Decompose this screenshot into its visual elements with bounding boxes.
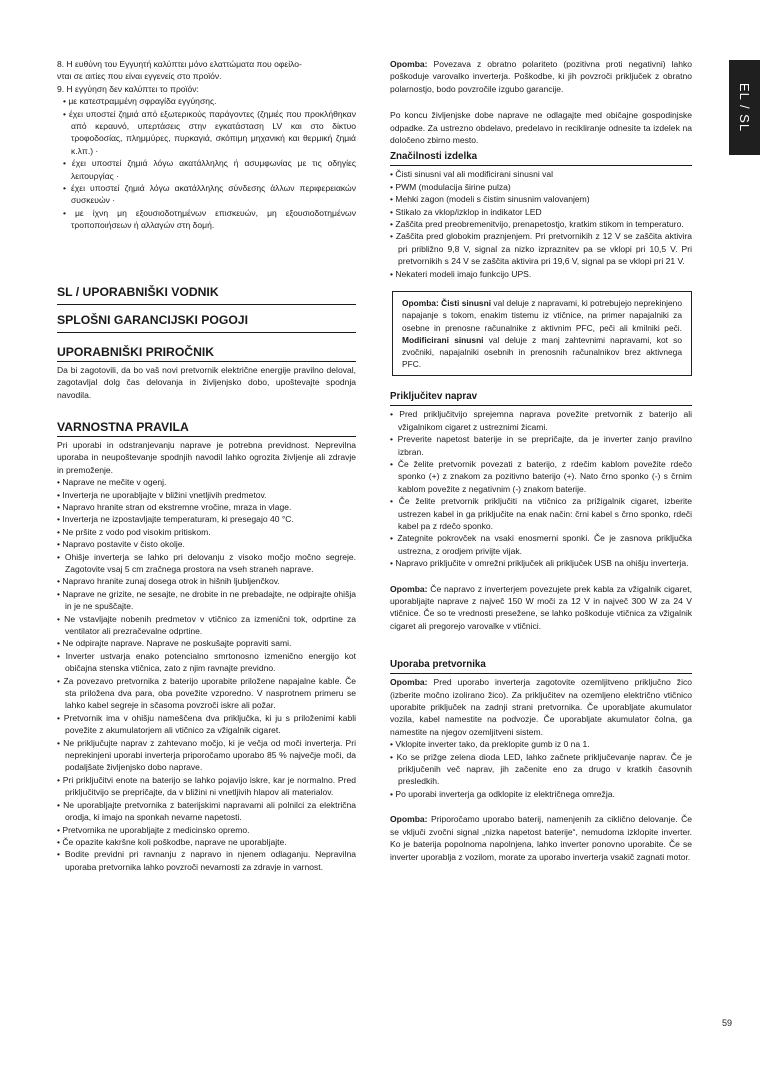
- list-item: • Po uporabi inverterja ga odklopite iz električnega omrežja.: [390, 788, 615, 799]
- right-column: [390, 58, 692, 863]
- list-item: • Ne uporabljajte pretvornika z baterijskimi napravami ali polnilci za električna orodja, ki imajo na sponkah nevarne napetosti.: [57, 799, 356, 823]
- note-label: Modificirani sinusni: [402, 334, 484, 345]
- warranty-heading: SPLOŠNI GARANCIJSKI POGOJI: [57, 312, 248, 327]
- list-item: • έχει υποστεί ζημιά από εξωτερικούς παράγοντες (ζημιές που προκλήθηκαν από κεραυνό, υπερτάσεις στην εγκατάσταση LV και στο δίκτυο τροφοδοσίας, πλημμύρες, πυρκαγιά, σκόπιμη μηχανική και θερμική ζημιά κ.λπ.) ·: [63, 108, 356, 156]
- list-item: • Pretvornik ima v ohišju nameščena dva priključka, ki ju s priloženimi kabli povežite z akumulatorjem ali vtičnico za vžigalnik cigaret.: [57, 712, 356, 736]
- left-column: [57, 58, 356, 873]
- sl-guide-heading-block: [57, 285, 356, 305]
- list-item: • Napravo hranite zunaj dosega otrok in hišnih ljubljenčkov.: [57, 576, 280, 587]
- note-label: Opomba:: [390, 59, 428, 69]
- features-heading-block: [390, 150, 692, 166]
- list-item: • PWM (modulacija širine pulza): [390, 181, 511, 192]
- note-label: Opomba:: [390, 583, 428, 594]
- sine-wave-note-box: [392, 291, 692, 376]
- features-list: [390, 168, 692, 280]
- list-item: • Ne pršite z vodo pod visokim pritiskom.: [57, 526, 211, 537]
- list-item: • Bodite previdni pri ravnanju z napravo in njenem odlaganju. Nepravilna uporaba pretvornika lahko povzroči nevarnosti za zdravje in varnost.: [57, 849, 356, 872]
- list-item: • έχει υποστεί ζημιά λόγω ακατάλληλης ή ασυμφωνίας με τις οδηγίες λειτουργίας ·: [63, 158, 356, 181]
- list-item: • Pri priključitvi enote na baterijo se lahko pojavijo iskre, kar je normalno. Pred priključitvijo se prepričajte, da v bližini ni vnetljivih hlapov ali materialov.: [57, 774, 356, 798]
- note-text: Priporočamo uporabo baterij, namenjenih za ciklično delovanje. Če se vključi zvočni signal „nizka napetost baterije“, nemudoma izklopite inverter. Ko je baterija popolnoma napolnjena, lahko inverter ponovno uporabite. Če se inverter uporablja z vozilom, morate za uporabo inverterja vsakič zagnati motor.: [390, 814, 692, 862]
- page-number: 59: [721, 1018, 732, 1028]
- list-item: • έχει υποστεί ζημιά λόγω ακατάλληλης σύνδεσης άλλων περιφερειακών συσκευών ·: [63, 183, 356, 206]
- usage-heading: Uporaba pretvornika: [390, 659, 486, 671]
- usage-list: [390, 738, 692, 800]
- usage-note: [390, 676, 692, 738]
- safety-heading: VARNOSTNA PRAVILA: [57, 419, 189, 434]
- list-item: • Stikalo za vklop/izklop in indikator LED: [390, 206, 542, 217]
- list-item: • Ko se prižge zelena dioda LED, lahko začnete priključevanje naprav. Če je priključenih več naprav, jih začenite eno za drugo v kratkih časovnih presledkih.: [390, 751, 692, 787]
- list-item: • Inverterja ne izpostavljajte temperaturam, ki presegajo 40 °C.: [57, 514, 294, 525]
- cigarette-lighter-note: [390, 583, 692, 633]
- list-item: • Napravo postavite v čisto okolje.: [57, 539, 185, 550]
- list-item: • Napravo priključite v omrežni priključek ali priključek USB na ohišju inverterja.: [390, 558, 689, 569]
- list-item: • Čisti sinusni val ali modificirani sinusni val: [390, 169, 554, 180]
- sine-wave-note: [402, 297, 682, 370]
- note-text: val deluje z napravami, ki potrebujejo neprekinjeno napajanje s tokom, enakim tistemu iz vtičnice, na primer napajalniki za osebne in prenosne računalnike z aktivnim PFC, peči ali kmilniki peči.: [402, 298, 682, 333]
- manual-heading: UPORABNIŠKI PRIROČNIK: [57, 344, 215, 359]
- warranty-heading-block: [57, 313, 356, 333]
- usage-heading-block: [390, 658, 692, 674]
- note-text: Če napravo z inverterjem povezujete prek kabla za vžigalnik cigaret, uporabljajte naprave z največ 150 W moči za 12 V in največ 300 W za 24 V vtičnice. Če so te vrednosti presežene, se lahko poškoduje vtičnica za vžigalnik cigaret ali pregorejo varovalke v vtičnici.: [390, 583, 692, 631]
- list-item: • Inverterja ne uporabljajte v bližini vnetljivih predmetov.: [57, 489, 267, 500]
- safety-list: [57, 476, 356, 873]
- list-item: • Pred priključitvijo sprejemna naprava povežite pretvornik z baterijo ali vžigalnikom cigaret z ustreznimi žicami.: [390, 409, 692, 432]
- sl-guide-heading: SL / UPORABNIŠKI VODNIK: [57, 284, 219, 299]
- note-label: Opomba:: [390, 814, 428, 825]
- disposal-text: Po koncu življenjske dobe naprave ne odlagajte med običajne gospodinjske odpadke. Za ustrezno obdelavo, predelavo in recikliranje odnesite ta izdelek na določeno zbirno mesto.: [390, 110, 692, 146]
- connect-list: [390, 408, 692, 569]
- list-item: • Pretvornika ne uporabljajte z medicinsko opremo.: [57, 824, 250, 835]
- list-item: • Ohišje inverterja se lahko pri delovanju z visoko močjo močno segreje. Zagotovite vsaj 5 cm zračnega prostora na vseh straneh naprave.: [57, 551, 356, 574]
- features-heading: Značilnosti izdelka: [390, 151, 478, 163]
- list-item: • Če želite pretvornik priključiti na vtičnico za prižigalnik cigaret, izberite ustrezen kabel in ga priključite na enak način: črni kabel s črno sponko, rdeči kabel pa z rdečo sponko.: [390, 496, 692, 531]
- greek-line-8b: νται σε αιτίες που είναι εγγενείς στο προϊόν.: [57, 71, 222, 82]
- list-item: • Zaščita pred preobremenitvijo, prenapetostjo, kratkim stikom in temperaturo.: [390, 219, 684, 230]
- language-tab: [729, 60, 760, 155]
- list-item: • Za povezavo pretvornika z baterijo uporabite priložene napajalne kable. Če sta priložena dva para, oba povežite vzporedno. V nasprotnem primeru se lahko kabel segreje in sčasoma povzroči iskre ali požar.: [57, 675, 356, 711]
- list-item: • Preverite napetost baterije in se prepričajte, da je inverter zanjo pravilno izbran.: [390, 434, 692, 457]
- list-item: • Naprave ne grizite, ne sesajte, ne drobite in ne prebadajte, ne odpirajte ohišja in je ne spuščajte.: [57, 588, 356, 612]
- list-item: • Ne odpirajte naprave. Naprave ne poskušajte popraviti sami.: [57, 638, 292, 649]
- list-item: • Vklopite inverter tako, da preklopite gumb iz 0 na 1.: [390, 739, 590, 750]
- connect-heading: Priključitev naprav: [390, 391, 478, 403]
- list-item: • Zategnite pokrovček na vsaki enosmerni sponki. Če je zasnova priključka ustrezna, z orodjem privijte vijak.: [390, 533, 692, 556]
- list-item: • Nekateri modeli imajo funkcijo UPS.: [390, 268, 532, 279]
- list-item: • Mehki zagon (modeli s čistim sinusnim valovanjem): [390, 194, 590, 205]
- greek-line-9: 9. Η εγγύηση δεν καλύπτει το προϊόν:: [57, 83, 199, 94]
- list-item: • Ne vstavljajte nobenih predmetov v vtičnico za izmenični tok, odprtine za ventilator ali prezračevalne odprtine.: [57, 613, 356, 636]
- note-text: Pred uporabo inverterja zagotovite ozemljitveno priključno žico (izberite močno izolirano žico). Za priključitev na ozemljeno električno vtičnico uporabite priključek na zadnji strani pretvornika. Če uporabljate akumulator vozila, kabel namestite na podvozje. Če uporabljate akumulator čolna, ga namestite na njegov ozemljitveni sistem.: [390, 677, 692, 737]
- note-label: Opomba: Čisti sinusni: [402, 298, 492, 309]
- list-item: • Če želite pretvornik povezati z baterijo, z rdečim kablom povežite rdečo sponko (+) z znakom za pozitivno baterijo (+). Nato črno sponko (-) s črnim kablom povežite z negativnim (-) znakom baterije.: [390, 458, 692, 494]
- list-item: • Naprave ne mečite v ogenj.: [57, 477, 167, 488]
- connect-heading-block: [390, 390, 692, 406]
- note-text: val deluje z manj zahtevnimi napravami, kot so zvočniki, napajalniki osebnih in prenosnih računalnikov brez aktivnega PFC.: [402, 334, 682, 370]
- greek-line-8: 8. Η ευθύνη του Εγγυητή καλύπτει μόνο ελαττώματα που οφείλο-: [57, 59, 302, 69]
- language-tab-label: EL / SL: [737, 82, 752, 133]
- list-item: • Ne priključujte naprav z zahtevano močjo, ki je večja od moči inverterja. Pri neprekinjeni uporabi inverterja priporočamo uporabo 85 % največje moči, da podaljšate življenjsko dobo naprave.: [57, 737, 356, 773]
- battery-note: [390, 813, 692, 863]
- list-item: • με ίχνη μη εξουσιοδοτημένων επισκευών, μη εξουσιοδοτημένων τροποποιήσεων ή αλλαγών στη δομή.: [63, 207, 356, 231]
- safety-heading-block: [57, 420, 356, 437]
- list-item: • με κατεστραμμένη σφραγίδα εγγύησης.: [63, 96, 217, 107]
- polarity-note: [390, 58, 692, 95]
- manual-text: Da bi zagotovili, da bo vaš novi pretvornik električne energije pravilno deloval, zagotavljal dolg čas delovanja in življenjsko dobo, upoštevajte spodnja navodila.: [57, 364, 356, 400]
- list-item: • Inverter ustvarja enako potencialno smrtonosno izmenično energijo kot običajna stenska vtičnica, zato z njim ravnajte previdno.: [57, 650, 356, 674]
- manual-heading-block: [57, 345, 356, 362]
- note-label: Opomba:: [390, 677, 428, 688]
- note-text: Povezava z obratno polariteto (pozitivna proti negativni) lahko poškoduje varovalko inverterja. Poškodbe, ki jih povzroči priključek z obratno polarnostjo, bodo povzročile izgubo garancije.: [390, 59, 692, 94]
- safety-intro: Pri uporabi in odstranjevanju naprave je potrebna previdnost. Neprevilna uporaba in neupoštevanje spodnjih navodil lahko ogrozita življenje ali zdravje in premoženje.: [57, 439, 356, 475]
- list-item: • Napravo hranite stran od ekstremne vročine, mraza in vlage.: [57, 501, 292, 512]
- list-item: • Zaščita pred globokim praznjenjem. Pri pretvornikih z 12 V se zaščita aktivira pri približno 9,8 V, signal za nizko izpraznitev pa se vklopi pri 10,5 V. Pri pretvornikih s 24 V se zaščita aktivira pri 19,6 V, signal pa se vklopi pri 21 V.: [390, 231, 692, 267]
- list-item: • Če opazite kakršne koli poškodbe, naprave ne uporabljajte.: [57, 836, 287, 847]
- greek-list: [57, 95, 356, 231]
